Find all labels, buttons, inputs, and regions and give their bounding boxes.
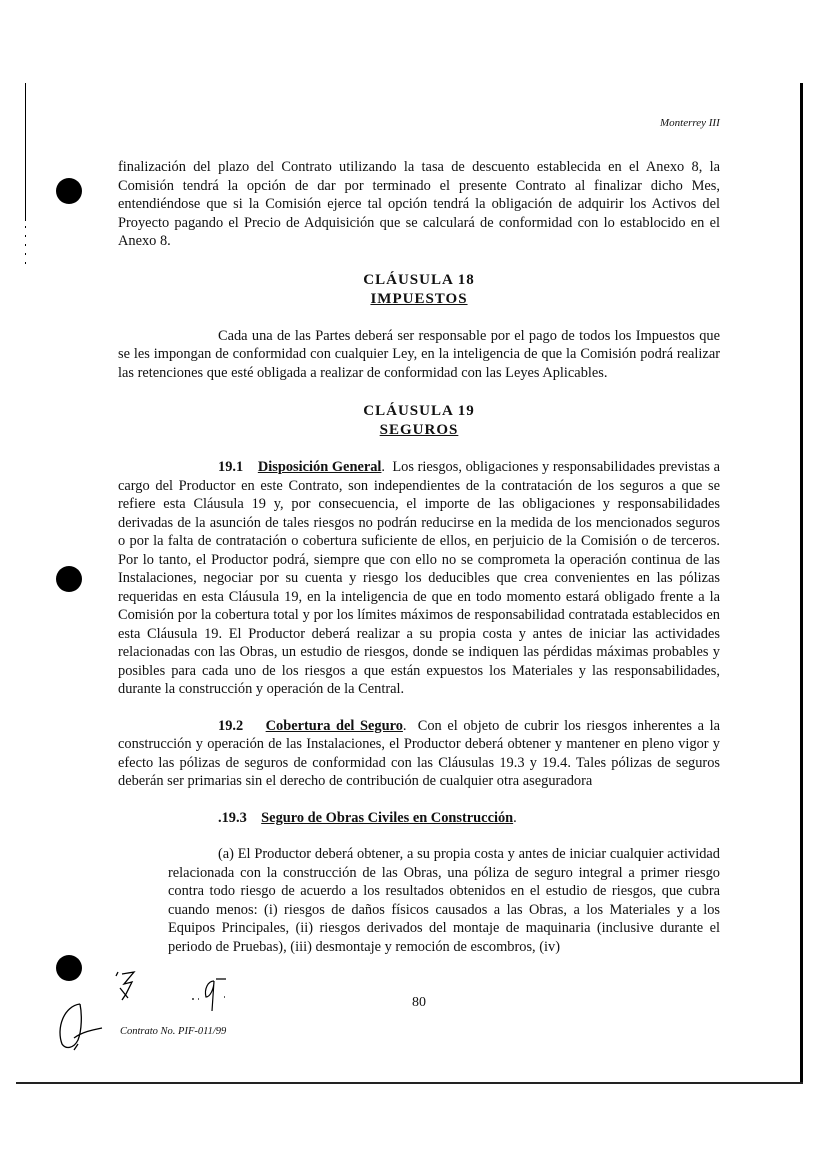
clause-18-number: CLÁUSULA 18 xyxy=(363,271,475,288)
section-19-2-number: 19.2 xyxy=(218,717,244,734)
header-project-name: Monterrey III xyxy=(660,117,720,129)
initials-signature-icon xyxy=(112,968,142,1006)
section-19-1-text: Los riesgos, obligaciones y responsabilidades previstas a cargo del Productor en este Contrato, son independientes de la contratación de los seguros a que se refiere esta Cláusula 19 y, por consecuencia, el importe de las obligaciones y responsabilidades derivadas de la asunción de tales riesgos no podrán reducirse en la medida de los mencionados seguros o por la falta de contratación o cobertura suficiente de ellos, en perjuicio de la Comisión o de terceros. Por lo tanto, el Productor podrá, siempre que con ello no se comprometa la operación continua de las Instalaciones, negociar por su cuenta y riesgo los deducibles que crea convenientes en las pólizas requeridas en esta Cláusula 19, en la inteligencia de que en todo momento estará obligado frente a la Comisión por la cobertura total y por los límites máximos de responsabilidad contratada establecidos en esta Cláusula 19. El Productor deberá realizar a su propia costa y antes de iniciar las actividades relacionadas con las Obras, un estudio de riesgos, donde se indiquen las pérdidas máximas probables y posibles para cada uno de los riesgos a que están expuestos los Materiales y las responsabilidades, durante la construcción y operación de la Central. xyxy=(118,459,721,697)
bottom-border-line xyxy=(16,1082,803,1084)
clause-19-number: CLÁUSULA 19 xyxy=(363,403,475,419)
page-number: 80 xyxy=(412,995,426,1010)
signature-mark-icon xyxy=(190,975,230,1015)
signature-loop-icon xyxy=(52,1000,114,1052)
clause-18-paragraph: Cada una de las Partes deberá ser responsable por el pago de todos los Impuestos que se les impongan de conformidad con cualquier Ley, en la inteligencia de que la Comisión podrá realizar las retenciones que esté obligada a realizar de conformidad con las Leyes Aplicables. xyxy=(118,327,720,381)
left-border-line xyxy=(25,83,26,221)
section-19-3-title: Seguro de Obras Civiles en Construcción xyxy=(261,809,514,826)
clause-18-heading xyxy=(118,271,720,309)
punch-hole-icon xyxy=(56,955,82,981)
section-19-3: .19.3 Seguro de Obras Civiles en Construcción. xyxy=(218,809,517,826)
section-19-1-title: Disposición General xyxy=(257,459,382,475)
section-19-2: 19.2 Cobertura del Seguro. Con el objeto de cubrir los riesgos inherentes a la construcción y operación de las Instalaciones, el Productor deberá obtener y mantener en pleno vigor y efecto las pólizas de seguros de conformidad con las Cláusulas 19.3 y 19.4. Tales pólizas de seguros deberán ser primarias sin el derecho de contribución de cualquier otra aseguradora xyxy=(118,717,721,789)
section-19-3-number: .19.3 xyxy=(218,809,247,826)
clause-19-heading xyxy=(118,402,720,440)
section-19-3-paragraph-a: (a) El Productor deberá obtener, a su propia costa y antes de iniciar cualquier actividad relacionada con la construcción de las Obras, una póliza de seguro integral a primer riesgo contra todo riesgo de acuerdo a los resultados obtenidos en el estudio de riesgos, que cubra cuando menos: (i) riesgos de daños físicos causados a las Obras, a los Materiales y a los Equipos Principales, (ii) riesgos derivados del montaje de maquinaria (inclusive durante el periodo de Pruebas), (iii) desmontaje y remoción de escombros, (iv) xyxy=(168,846,720,955)
punch-hole-icon xyxy=(56,178,82,204)
right-border-line xyxy=(800,83,803,1083)
left-border-dots xyxy=(25,226,26,271)
section-19-2-title: Cobertura del Seguro xyxy=(265,717,403,734)
section-19-2-text: Con el objeto de cubrir los riesgos inherentes a la construcción y operación de las Instalaciones, el Productor deberá obtener y mantener en pleno vigor y efecto las pólizas de seguros de conformidad con las Cláusulas 19.3 y 19.4. Tales pólizas de seguros deberán ser primarias sin el derecho de contribución de cualquier otra aseguradora xyxy=(118,717,721,789)
punch-hole-icon xyxy=(56,566,82,592)
document-body xyxy=(118,158,720,956)
clause-18-title: IMPUESTOS xyxy=(370,290,468,307)
clause-19-title: SEGUROS xyxy=(379,422,459,438)
intro-paragraph: finalización del plazo del Contrato utilizando la tasa de descuento establecida en el Anexo 8, la Comisión tendrá la opción de dar por terminado el presente Contrato al finalizar dicho Mes, entendiéndose que si la Comisión ejerce tal opción tendrá la obligación de adquirir los Activos del Proyecto pagando el Precio de Adquisición que se calculará de conformidad con lo establocido en el Anexo 8. xyxy=(118,159,720,249)
contract-number: Contrato No. PIF-011/99 xyxy=(120,1026,227,1037)
section-19-1-number: 19.1 xyxy=(218,459,244,475)
section-19-1: 19.1 Disposición General. Los riesgos, obligaciones y responsabilidades previstas a cargo del Productor en este Contrato, son independientes de la contratación de los seguros a que se refiere esta Cláusula 19 y, por consecuencia, el importe de las obligaciones y responsabilidades derivadas de la asunción de tales riesgos no podrán reducirse en la medida de los mencionados seguros o por la falta de contratación o cobertura suficiente de ellos, en perjuicio de la Comisión o de terceros. Por lo tanto, el Productor podrá, siempre que con ello no se comprometa la operación continua de las Instalaciones, negociar por su cuenta y riesgo los deducibles que crea convenientes en las pólizas requeridas en esta Cláusula 19, en la inteligencia de que en todo momento estará obligado frente a la Comisión por la cobertura total y por los límites máximos de responsabilidad contratada establecidos en esta Cláusula 19. El Productor deberá realizar a su propia costa y antes de iniciar las actividades relacionadas con las Obras, un estudio de riesgos, donde se indiquen las pérdidas máximas probables y posibles para cada uno de los riesgos a que están expuestos los Materiales y las responsabilidades, durante la construcción y operación de la Central. xyxy=(118,459,721,697)
